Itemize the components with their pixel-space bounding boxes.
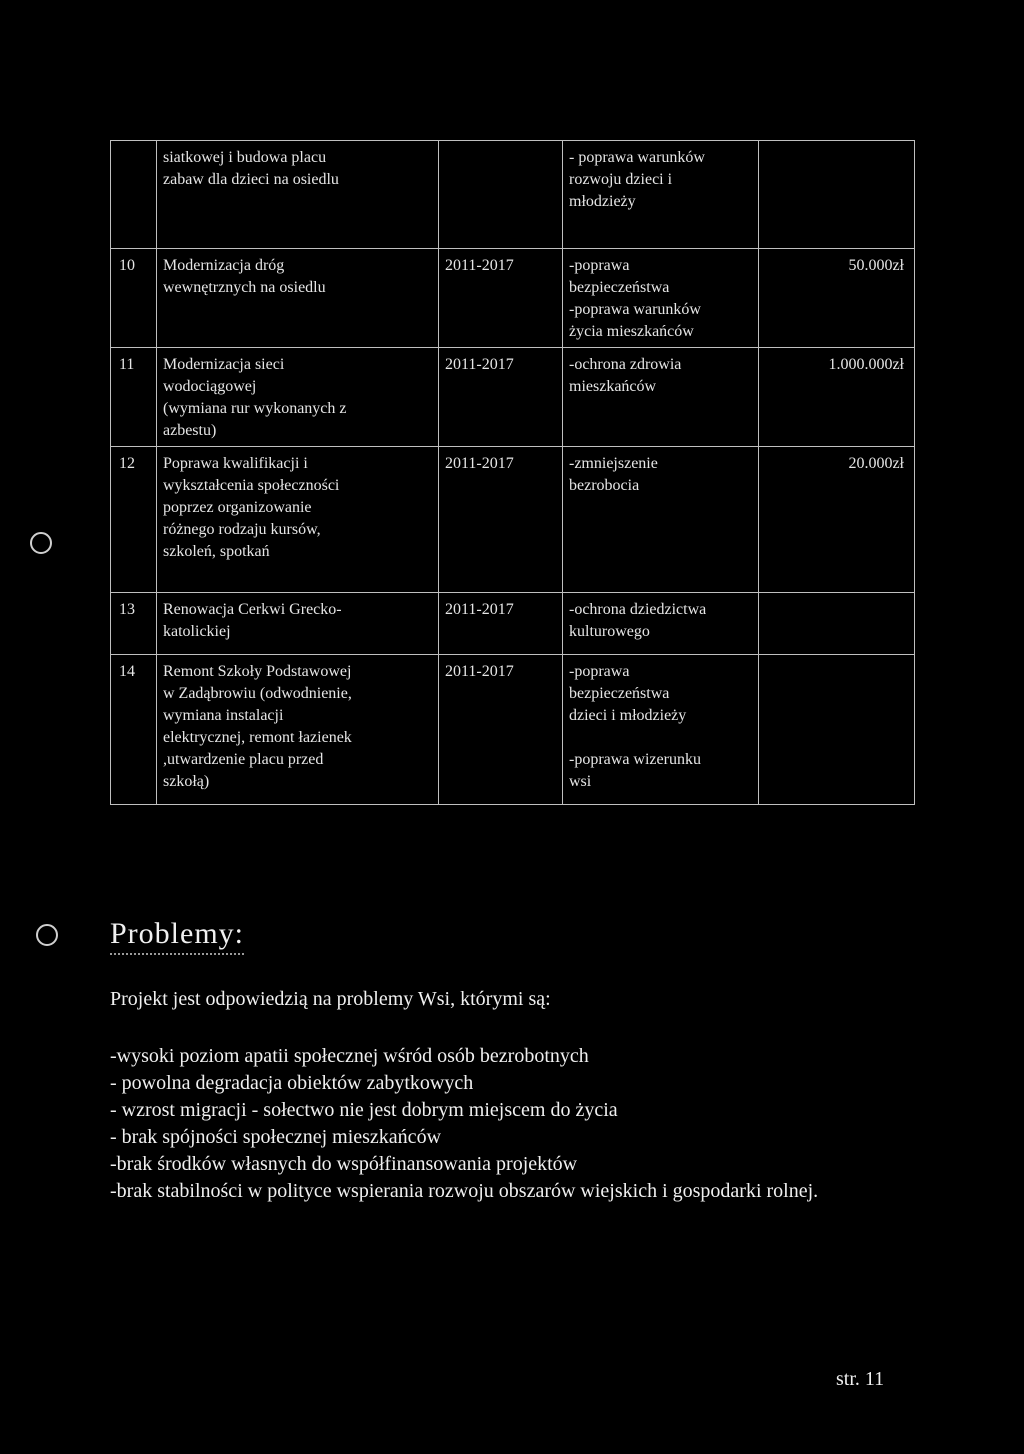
cell-line: siatkowej i budowa placu [163,149,327,166]
cell-line: wewnętrznych na osiedlu [163,279,326,296]
table-row [111,655,915,805]
list-item: -wysoki poziom apatii społecznej wśród osób bezrobotnych [110,1045,589,1067]
table-row [111,249,915,348]
effects-cell [563,655,759,805]
cost-cell [759,593,915,655]
cell-line: -poprawa wizerunku [569,751,701,768]
cell-line: Remont Szkoły Podstawowej [163,663,352,680]
cell-line: Modernizacja dróg [163,257,285,274]
cell-line: -poprawa warunków [569,301,701,318]
cost-cell: 50.000zł [759,249,915,348]
effects-cell [563,593,759,655]
cell-line: szkoleń, spotkań [163,543,270,560]
list-item: - wzrost migracji - sołectwo nie jest dobrym miejscem do życia [110,1099,618,1121]
cell-line: azbestu) [163,422,217,439]
task-cell [157,348,439,447]
cost-cell: 1.000.000zł [759,348,915,447]
table-row [111,348,915,447]
cell-line: -ochrona zdrowia [569,356,682,373]
row-number-cell: 12 [111,447,157,593]
cell-line: - poprawa warunków [569,149,705,166]
table-row [111,593,915,655]
effects-cell [563,249,759,348]
row-number-cell: 10 [111,249,157,348]
cell-line: poprzez organizowanie [163,499,312,516]
task-cell [157,447,439,593]
cell-line: elektrycznej, remont łazienek [163,729,352,746]
effects-cell [563,348,759,447]
cell-line: bezpieczeństwa [569,279,670,296]
cost-cell: 20.000zł [759,447,915,593]
cell-line: -poprawa [569,257,630,274]
cell-line: ,utwardzenie placu przed [163,751,324,768]
period-cell: 2011-2017 [439,655,563,805]
task-cell [157,141,439,249]
section-heading: Problemy: [110,917,244,955]
task-cell [157,593,439,655]
cell-line: mieszkańców [569,378,657,395]
cell-line: -zmniejszenie [569,455,658,472]
list-item: - powolna degradacja obiektów zabytkowych [110,1072,474,1094]
task-cell [157,655,439,805]
period-cell: 2011-2017 [439,593,563,655]
cell-line: wymiana instalacji [163,707,284,724]
cell-line: (wymiana rur wykonanych z [163,400,347,417]
binder-hole-icon [36,924,58,946]
cell-line: -ochrona dziedzictwa [569,601,707,618]
period-cell: 2011-2017 [439,249,563,348]
cell-line: wodociągowej [163,378,257,395]
period-cell: 2011-2017 [439,447,563,593]
cell-line: bezrobocia [569,477,640,494]
list-item: - brak spójności społecznej mieszkańców [110,1126,442,1148]
row-number-cell: 11 [111,348,157,447]
row-number-cell [111,141,157,249]
page-number: str. 11 [836,1368,885,1390]
cell-line: zabaw dla dzieci na osiedlu [163,171,339,188]
effects-cell [563,141,759,249]
cell-line: szkołą) [163,773,210,790]
cost-cell [759,655,915,805]
period-cell [439,141,563,249]
cost-cell [759,141,915,249]
list-item: -brak stabilności w polityce wspierania rozwoju obszarów wiejskich i gospodarki rolnej. [110,1180,819,1202]
problems-list [110,1043,905,1205]
cell-line [569,727,752,749]
cell-line: Modernizacja sieci [163,356,285,373]
cell-line: dzieci i młodzieży [569,707,687,724]
cell-line: życia mieszkańców [569,323,694,340]
cell-line: bezpieczeństwa [569,685,670,702]
row-number-cell: 13 [111,593,157,655]
tasks-table-body [111,141,915,805]
cell-line: młodzieży [569,193,636,210]
table-row [111,447,915,593]
row-number-cell: 14 [111,655,157,805]
table-row [111,141,915,249]
cell-line: Renowacja Cerkwi Grecko- [163,601,342,618]
cell-line: Poprawa kwalifikacji i [163,455,308,472]
intro-text: Projekt jest odpowiedzią na problemy Wsi, którymi są: [110,988,551,1010]
cell-line: rozwoju dzieci i [569,171,673,188]
cell-line: wsi [569,773,592,790]
effects-cell [563,447,759,593]
tasks-table [110,140,915,805]
list-item: -brak środków własnych do współfinansowania projektów [110,1153,578,1175]
cell-line: katolickiej [163,623,231,640]
binder-hole-icon [30,532,52,554]
cell-line: -poprawa [569,663,630,680]
cell-line: kulturowego [569,623,650,640]
period-cell: 2011-2017 [439,348,563,447]
cell-line: różnego rodzaju kursów, [163,521,321,538]
task-cell [157,249,439,348]
cell-line: w Zadąbrowiu (odwodnienie, [163,685,352,702]
cell-line: wykształcenia społeczności [163,477,340,494]
